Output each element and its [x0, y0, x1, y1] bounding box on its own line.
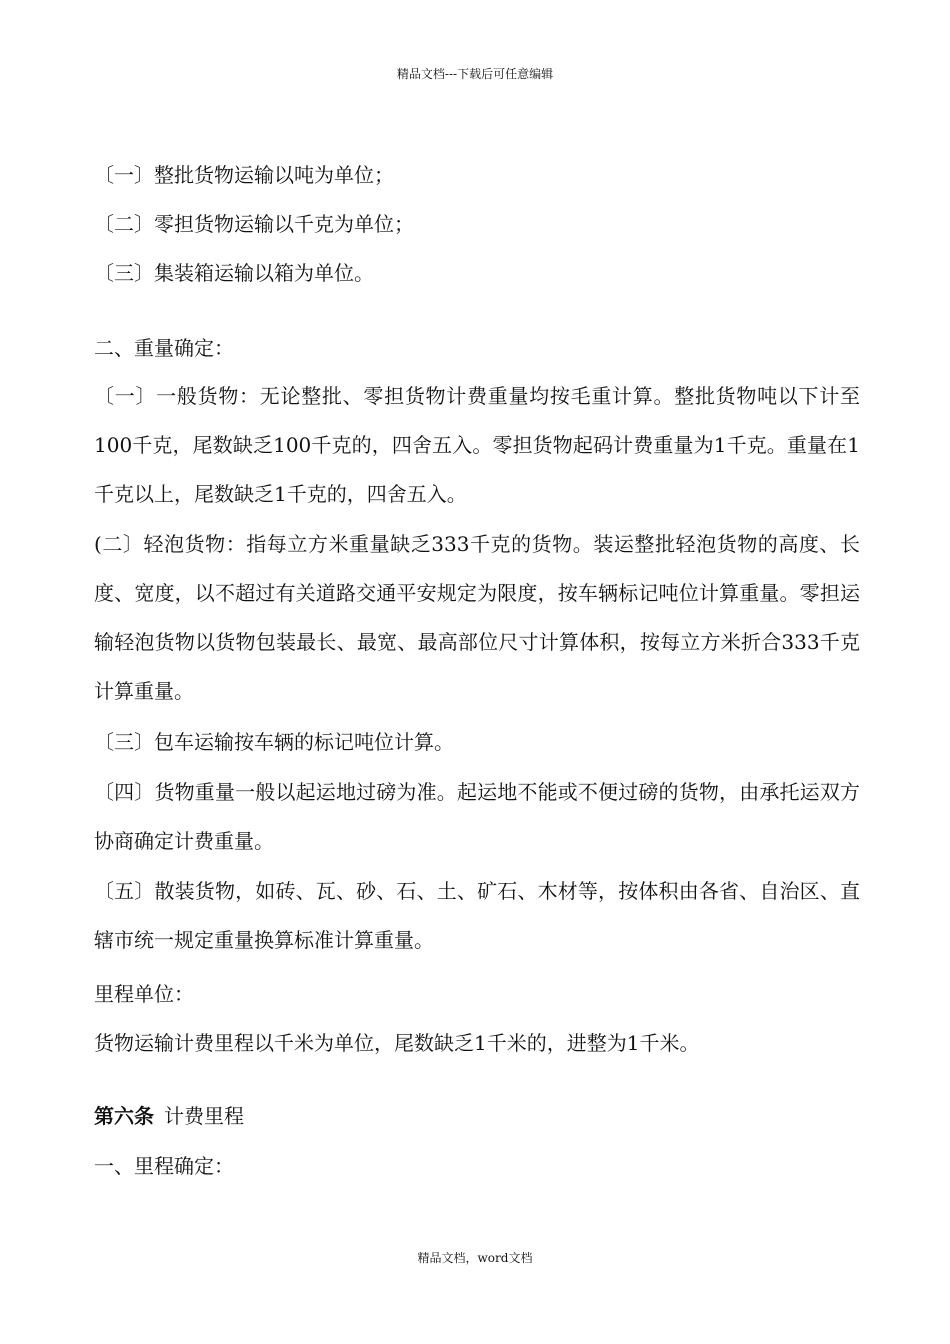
weight-paragraph-4: 〔四〕货物重量一般以起运地过磅为准。起运地不能或不便过磅的货物，由承托运双方协商确定计费重量。 [94, 780, 860, 853]
mileage-determination-heading: 一、里程确定： [94, 1154, 234, 1178]
unit-item-1: 〔一〕整批货物运输以吨为单位； [94, 163, 394, 187]
mileage-unit-heading: 里程单位： [94, 982, 194, 1006]
weight-paragraph-1: 〔一〕一般货物：无论整批、零担货物计费重量均按毛重计算。整批货物吨以下计至100千克，尾数缺乏100千克的，四舍五入。零担货物起码计费重量为1千克。重量在1千克以上，尾数缺乏1千克的，四舍五入。 [94, 384, 860, 506]
article-6-heading [94, 1102, 860, 1130]
weight-heading: 二、重量确定： [94, 336, 234, 360]
weight-paragraph-3: 〔三〕包车运输按车辆的标记吨位计算。 [94, 730, 454, 754]
unit-item-2: 〔二〕零担货物运输以千克为单位； [94, 212, 414, 236]
weight-paragraph-2: (二〕轻泡货物：指每立方米重量缺乏333千克的货物。装运整批轻泡货物的高度、长度、宽度，以不超过有关道路交通平安规定为限度，按车辆标记吨位计算重量。零担运输轻泡货物以货物包装最长、最宽、最高部位尺寸计算体积，按每立方米折合333千克计算重量。 [94, 532, 860, 703]
weight-paragraph-5: 〔五〕散装货物，如砖、瓦、砂、石、土、矿石、木材等，按体积由各省、自治区、直辖市统一规定重量换算标准计算重量。 [94, 879, 860, 952]
page-footer: 精品文档，word文档 [417, 1251, 533, 1265]
mileage-unit-text: 货物运输计费里程以千米为单位，尾数缺乏1千米的，进整为1千米。 [94, 1031, 700, 1055]
page-header: 精品文档---下载后可任意编辑 [396, 67, 554, 81]
unit-item-3: 〔三〕集装箱运输以箱为单位。 [94, 261, 374, 285]
article-6-label: 第六条 [94, 1104, 154, 1128]
article-6-title: 计费里程 [164, 1104, 244, 1128]
